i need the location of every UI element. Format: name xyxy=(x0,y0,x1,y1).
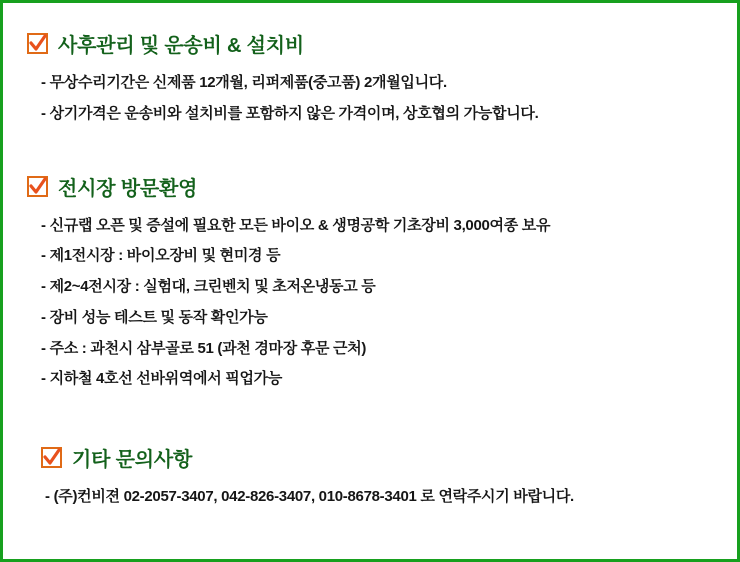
section-title: 전시장 방문환영 xyxy=(58,177,198,200)
section-header xyxy=(27,172,713,201)
section-inquiries xyxy=(27,443,713,508)
section-header xyxy=(27,29,713,58)
list-item: - 주소 : 과천시 삼부골로 51 (과천 경마장 후문 근처) xyxy=(41,339,367,357)
section-bullet-list xyxy=(27,486,713,508)
section-bullet-list xyxy=(27,215,713,391)
checkbox-check-icon xyxy=(27,33,48,54)
list-item: - 제1전시장 : 바이오장비 및 현미경 등 xyxy=(41,247,281,265)
section-title: 기타 문의사항 xyxy=(72,449,193,471)
list-item: - 신규랩 오픈 및 증설에 필요한 모든 바이오 & 생명공학 기초장비 3,000여종 보유 xyxy=(41,216,551,234)
list-item: - 장비 성능 테스트 및 동작 확인가능 xyxy=(41,308,268,326)
list-item: - 무상수리기간은 신제품 12개월, 리퍼제품(중고품) 2개월입니다. xyxy=(41,74,447,91)
checkbox-check-icon xyxy=(41,447,62,468)
list-item: - 제2~4전시장 : 실험대, 크린벤치 및 초저온냉동고 등 xyxy=(41,278,376,295)
checkbox-check-icon xyxy=(27,176,48,197)
section-header xyxy=(41,443,713,472)
section-bullet-list xyxy=(27,72,713,125)
section-after-service xyxy=(27,29,713,125)
list-item: - 지하철 4호선 선바위역에서 픽업가능 xyxy=(41,370,283,388)
section-spacer xyxy=(27,134,713,172)
section-spacer xyxy=(27,399,713,443)
section-showroom xyxy=(27,172,713,391)
section-title: 사후관리 및 운송비 & 설치비 xyxy=(58,35,304,57)
list-item: - (주)컨비젼 02-2057-3407, 042-826-3407, 010-8678-3401 로 연락주시기 바랍니다. xyxy=(45,488,574,505)
list-item: - 상기가격은 운송비와 설치비를 포함하지 않은 가격이며, 상호협의 가능합니다. xyxy=(41,104,539,122)
